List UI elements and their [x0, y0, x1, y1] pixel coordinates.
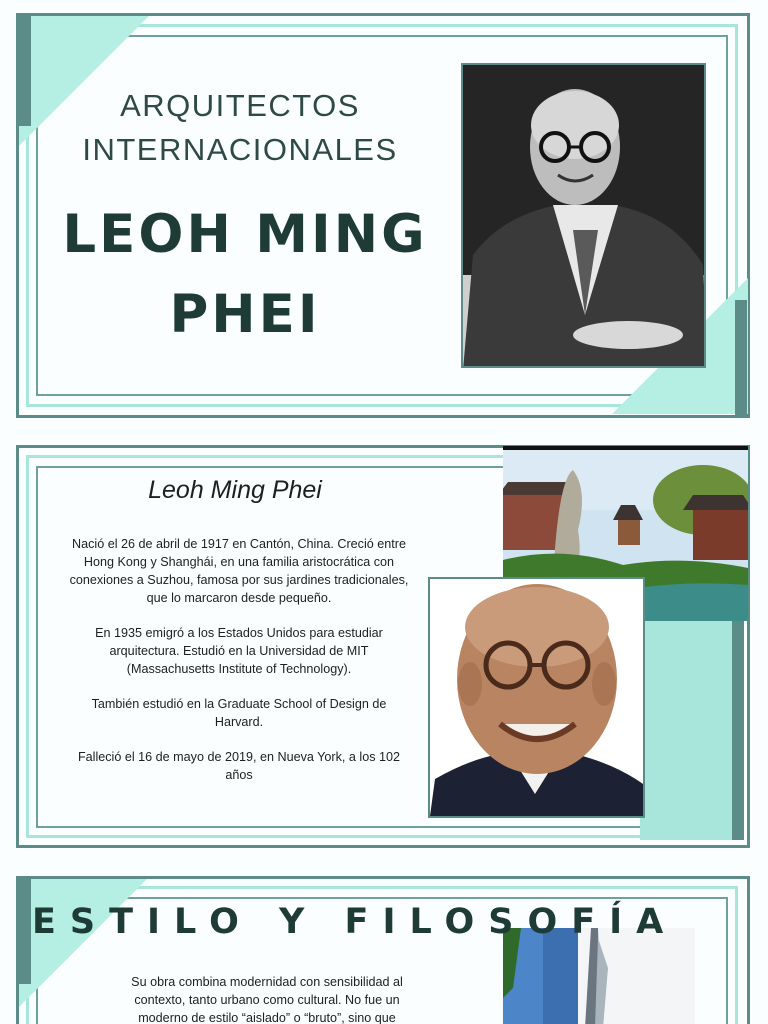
- cover-page: [0, 0, 768, 430]
- cover-title: [40, 195, 450, 355]
- style-page: [0, 870, 768, 1024]
- bio-page: [0, 440, 768, 860]
- tower-photo: [503, 928, 695, 1024]
- cover-title-line1: LEOH MING: [62, 204, 428, 265]
- bio-paragraph-2: En 1935 emigró a los Estados Unidos para estudiar arquitectura. Estudió en la Universidad de MIT (Massachusetts Institute of Technology).: [95, 626, 383, 676]
- cover-corner-block-bottom: [735, 300, 747, 415]
- bio-heading: Leoh Ming Phei: [148, 476, 322, 504]
- bio-corner-block-bottom: [640, 600, 744, 840]
- style-corner-block-top: [19, 879, 31, 984]
- bio-corner-bar: [732, 610, 744, 840]
- bio-text: [66, 535, 412, 801]
- bio-paragraph-1: Nació el 26 de abril de 1917 en Cantón, China. Creció entre Hong Kong y Shanghái, en una familia aristocrática con conexiones a Suzhou, famosa por sus jardines tradicionales, que lo marcaron desde pequeño.: [69, 537, 409, 605]
- cover-subtitle: [40, 84, 440, 172]
- portrait-bw-photo: [461, 63, 706, 368]
- cover-corner-block-top: [19, 16, 31, 126]
- style-heading: ESTILO Y FILOSOFÍA: [32, 902, 678, 942]
- smiling-portrait-photo: [428, 577, 645, 818]
- bio-paragraph-3: También estudió en la Graduate School of Design de Harvard.: [91, 697, 387, 729]
- cover-title-line2: PHEI: [169, 284, 321, 345]
- cover-subtitle-line2: INTERNACIONALES: [82, 132, 398, 167]
- style-paragraph: Su obra combina modernidad con sensibilidad al contexto, tanto urbano como cultural. No fue un moderno de estilo “aislado” o “bruto”, sino que: [131, 975, 403, 1024]
- cover-subtitle-line1: ARQUITECTOS: [120, 88, 360, 123]
- bio-paragraph-4: Falleció el 16 de mayo de 2019, en Nueva York, a los 102 años: [77, 750, 401, 782]
